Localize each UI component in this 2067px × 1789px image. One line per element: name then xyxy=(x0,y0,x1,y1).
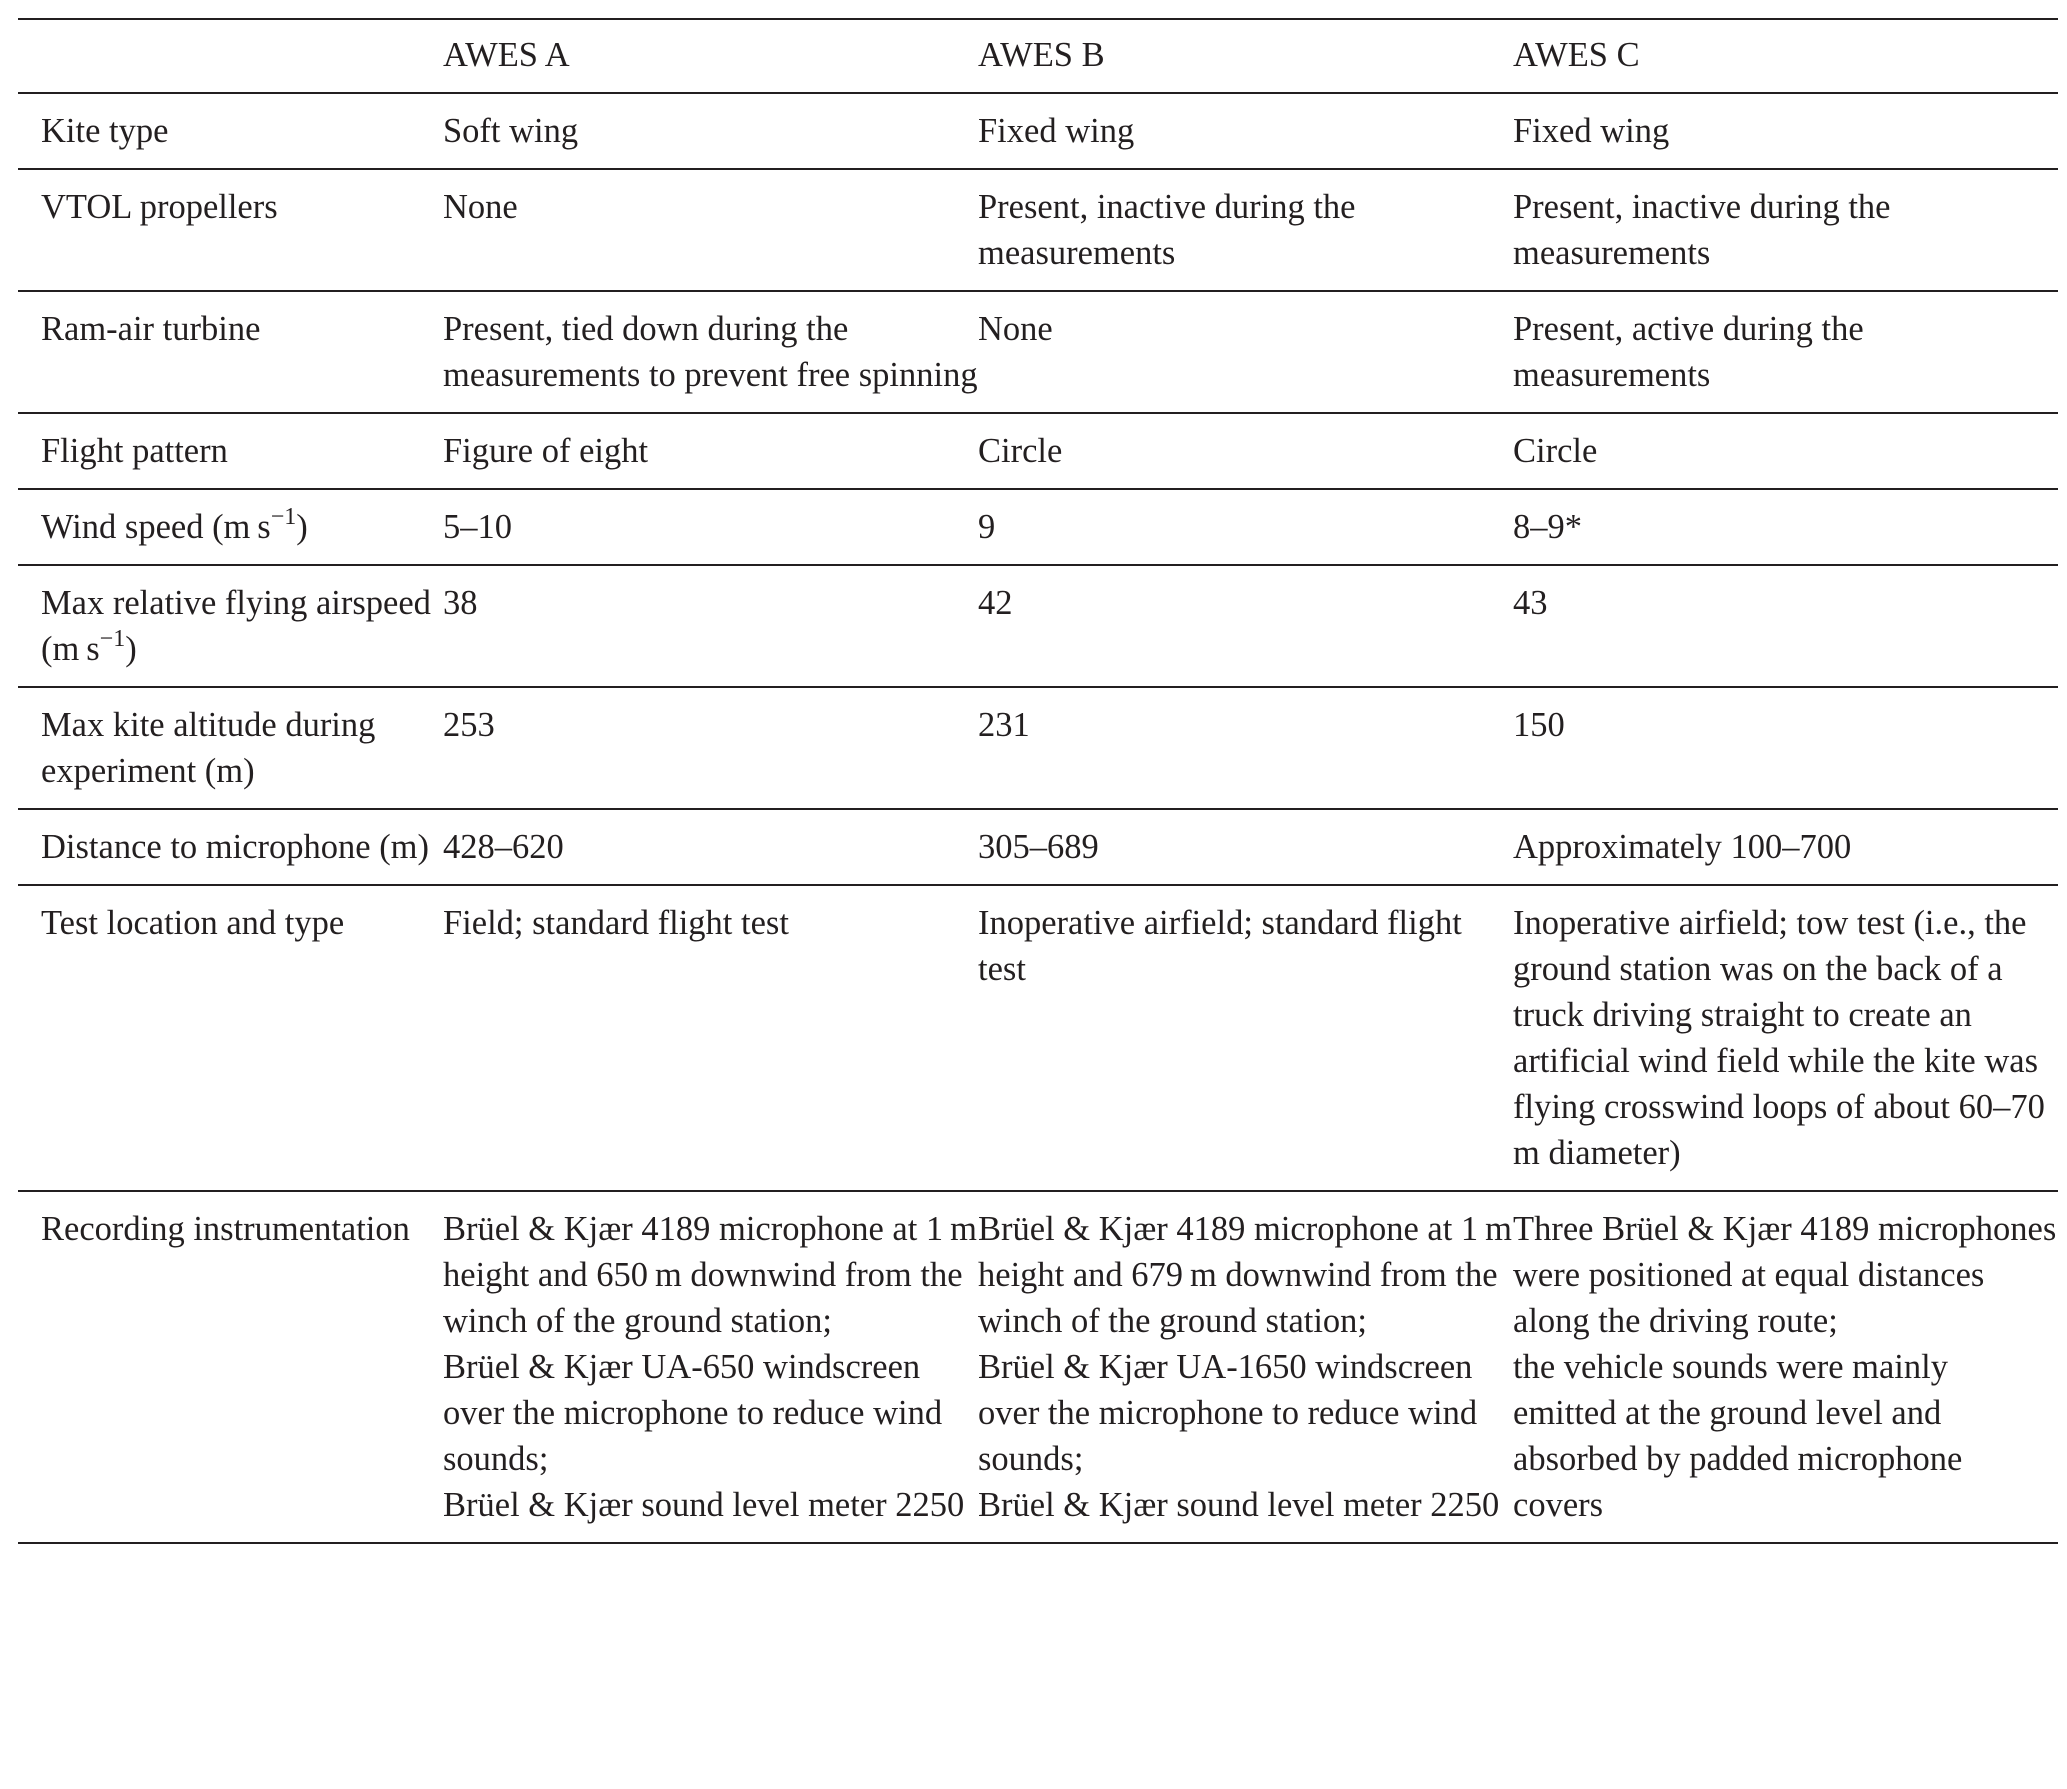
cell-awes-c: Inoperative airfield; tow test (i.e., the ground station was on the back of a truck driving straight to create an artificial wind field while the kite was flying crosswind loops of about 60–70 m diameter) xyxy=(1513,885,2058,1191)
cell-awes-a: Present, tied down during the measurements to prevent free spinning xyxy=(443,291,978,413)
header-awes-a: AWES A xyxy=(443,19,978,93)
cell-awes-c: 150 xyxy=(1513,687,2058,809)
cell-awes-c: Circle xyxy=(1513,413,2058,489)
cell-awes-a: 253 xyxy=(443,687,978,809)
table-row-max-airspeed xyxy=(18,565,2058,687)
awes-comparison-table xyxy=(18,18,2058,1544)
cell-awes-a: 38 xyxy=(443,565,978,687)
row-label: Recording instrumentation xyxy=(18,1191,443,1543)
row-label xyxy=(18,489,443,565)
table-header-row xyxy=(18,19,2058,93)
cell-awes-b: 305–689 xyxy=(978,809,1513,885)
cell-awes-c: Present, active during the measurements xyxy=(1513,291,2058,413)
row-label-close: ) xyxy=(125,630,137,668)
cell-awes-b: Fixed wing xyxy=(978,93,1513,169)
row-label: Ram-air turbine xyxy=(18,291,443,413)
comparison-table-container xyxy=(18,18,2058,1544)
table-row-recording-instrumentation xyxy=(18,1191,2058,1543)
cell-awes-c: Three Brüel & Kjær 4189 microphones were positioned at equal distances along the driving route; the vehicle sounds were mainly emitted at the ground level and absorbed by padded microphone covers xyxy=(1513,1191,2058,1543)
cell-awes-b: 231 xyxy=(978,687,1513,809)
row-label: Test location and type xyxy=(18,885,443,1191)
table-row-kite-type xyxy=(18,93,2058,169)
table-row-distance-to-microphone xyxy=(18,809,2058,885)
header-awes-c: AWES C xyxy=(1513,19,2058,93)
row-label: Distance to microphone (m) xyxy=(18,809,443,885)
cell-awes-a: Soft wing xyxy=(443,93,978,169)
row-label-close: ) xyxy=(296,508,308,546)
row-label-text: Max relative flying airspeed (m s xyxy=(41,584,431,668)
cell-awes-c: Approximately 100–700 xyxy=(1513,809,2058,885)
cell-awes-a: 5–10 xyxy=(443,489,978,565)
cell-awes-a: 428–620 xyxy=(443,809,978,885)
header-empty-cell xyxy=(18,19,443,93)
cell-awes-b: Circle xyxy=(978,413,1513,489)
row-label: Kite type xyxy=(18,93,443,169)
cell-awes-c: Present, inactive during the measurements xyxy=(1513,169,2058,291)
table-row-vtol-propellers xyxy=(18,169,2058,291)
cell-awes-b: Present, inactive during the measurements xyxy=(978,169,1513,291)
table-row-flight-pattern xyxy=(18,413,2058,489)
row-label: Max kite altitude during experiment (m) xyxy=(18,687,443,809)
row-label: VTOL propellers xyxy=(18,169,443,291)
table-row-test-location xyxy=(18,885,2058,1191)
cell-awes-a: Figure of eight xyxy=(443,413,978,489)
cell-awes-b: Inoperative airfield; standard flight test xyxy=(978,885,1513,1191)
header-awes-b: AWES B xyxy=(978,19,1513,93)
cell-awes-b: 42 xyxy=(978,565,1513,687)
row-label: Flight pattern xyxy=(18,413,443,489)
cell-awes-c: 8–9* xyxy=(1513,489,2058,565)
cell-awes-a: None xyxy=(443,169,978,291)
cell-awes-b: None xyxy=(978,291,1513,413)
unit-exponent: −1 xyxy=(99,625,126,652)
cell-awes-b: Brüel & Kjær 4189 microphone at 1 m height and 679 m downwind from the winch of the ground station; Brüel & Kjær UA-1650 windscreen over the microphone to reduce wind sounds; Brüel & Kjær sound level meter 2250 xyxy=(978,1191,1513,1543)
row-label xyxy=(18,565,443,687)
cell-awes-b: 9 xyxy=(978,489,1513,565)
row-label-text: Wind speed (m s xyxy=(41,508,271,546)
cell-awes-c: Fixed wing xyxy=(1513,93,2058,169)
unit-exponent: −1 xyxy=(270,503,297,530)
cell-awes-a: Brüel & Kjær 4189 microphone at 1 m height and 650 m downwind from the winch of the ground station; Brüel & Kjær UA-650 windscreen over the microphone to reduce wind sounds; Brüel & Kjær sound level meter 2250 xyxy=(443,1191,978,1543)
cell-awes-a: Field; standard flight test xyxy=(443,885,978,1191)
cell-awes-c: 43 xyxy=(1513,565,2058,687)
table-row-max-altitude xyxy=(18,687,2058,809)
table-row-ram-air-turbine xyxy=(18,291,2058,413)
table-row-wind-speed xyxy=(18,489,2058,565)
